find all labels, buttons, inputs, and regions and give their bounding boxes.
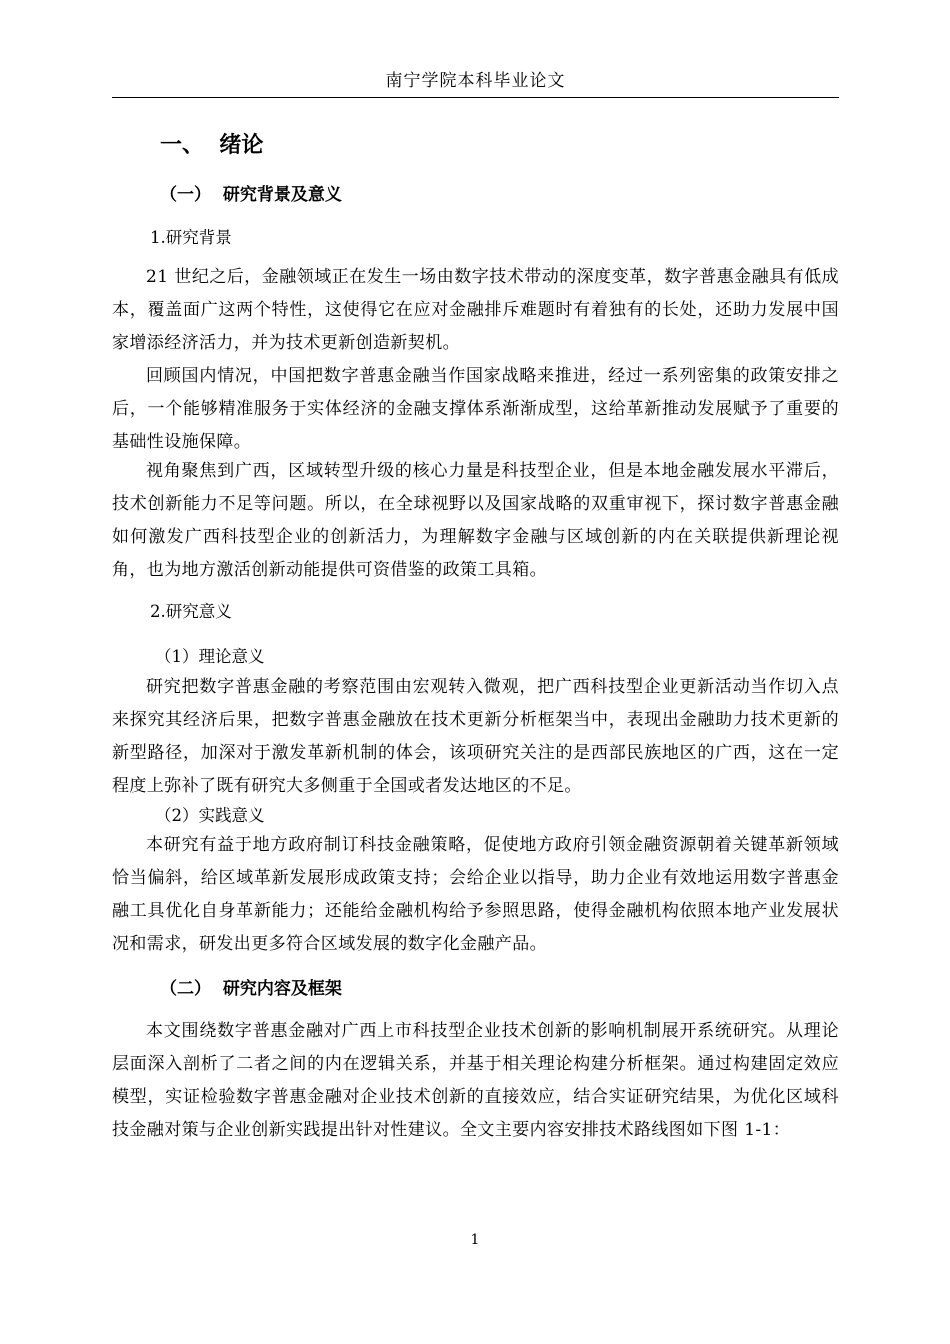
page-number: 1 [470, 1232, 480, 1248]
section-heading-framework: （二） 研究内容及框架 [160, 979, 342, 999]
subsection-heading-significance: 2.研究意义 [150, 602, 232, 621]
page-header-title: 南宁学院本科毕业论文 [385, 71, 566, 91]
paragraph-theoretical: 研究把数字普惠金融的考察范围由宏观转入微观，把广西科技型企业更新活动当作切入点来探究其经济后果，把数字普惠金融放在技术更新分析框架当中，表现出金融助力技术更新的新型路径，加深对于激发革新机制的体会，该项研究关注的是西部民族地区的广西，这在一定程度上弥补了既有研究大多侧重于全国或者发达地区的不足。 [112, 677, 839, 796]
paragraph-background-3: 视角聚焦到广西，区域转型升级的核心力量是科技型企业，但是本地金融发展水平滞后，技术创新能力不足等问题。所以，在全球视野以及国家战略的双重审视下，探讨数字普惠金融如何激发广西科技型企业的创新活力，为理解数字金融与区域创新的内在关联提供新理论视角，也为地方激活创新动能提供可资借鉴的政策工具箱。 [112, 461, 839, 580]
subsection-heading-theoretical: （1）理论意义 [155, 647, 265, 666]
section-heading-background: （一） 研究背景及意义 [160, 185, 342, 205]
paragraph-practical: 本研究有益于地方政府制订科技金融策略，促使地方政府引领金融资源朝着关键革新领域恰当偏斜，给区域革新发展形成政策支持；会给企业以指导，助力企业有效地运用数字普惠金融工具优化自身革新能力；还能给金融机构给予参照思路，使得金融机构依照本地产业发展状况和需求，研发出更多符合区域发展的数字化金融产品。 [112, 835, 839, 954]
subsection-heading-background: 1.研究背景 [150, 228, 232, 247]
paragraph-framework: 本文围绕数字普惠金融对广西上市科技型企业技术创新的影响机制展开系统研究。从理论层面深入剖析了二者之间的内在逻辑关系，并基于相关理论构建分析框架。通过构建固定效应模型，实证检验数字普惠金融对企业技术创新的直接效应，结合实证研究结果，为优化区域科技金融对策与企业创新实践提出针对性建议。全文主要内容安排技术路线图如下图 1-1： [112, 1021, 839, 1140]
subsection-heading-practical: （2）实践意义 [155, 806, 265, 825]
chapter-heading: 一、 绪论 [160, 132, 264, 158]
paragraph-background-1: 21 世纪之后，金融领域正在发生一场由数字技术带动的深度变革，数字普惠金融具有低成本，覆盖面广这两个特性，这使得它在应对金融排斥难题时有着独有的长处，还助力发展中国家增添经济活力，并为技术更新创造新契机。 [112, 267, 839, 353]
header-divider [112, 97, 839, 98]
paragraph-background-2: 回顾国内情况，中国把数字普惠金融当作国家战略来推进，经过一系列密集的政策安排之后，一个能够精准服务于实体经济的金融支撑体系渐渐成型，这给革新推动发展赋予了重要的基础性设施保障。 [112, 366, 839, 452]
